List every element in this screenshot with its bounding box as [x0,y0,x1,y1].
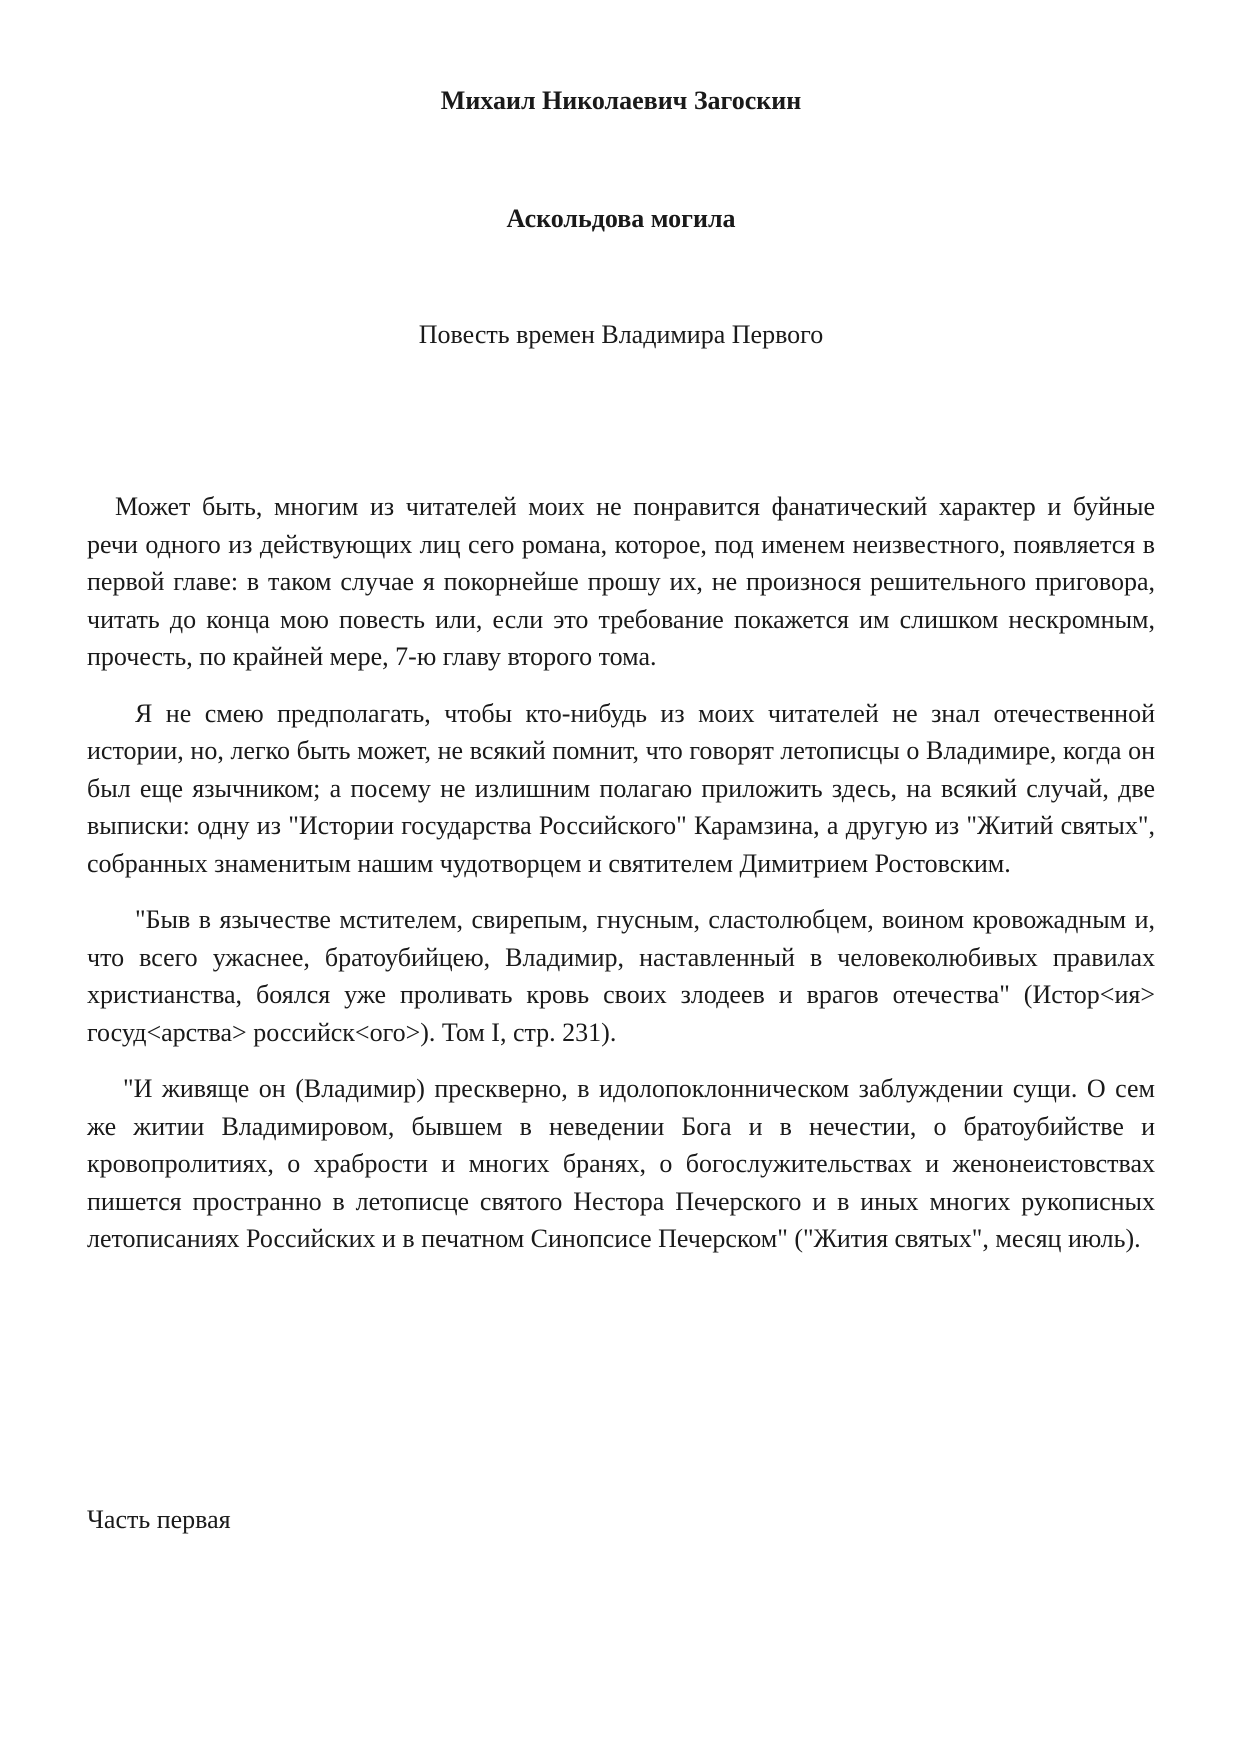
book-subtitle: Повесть времен Владимира Первого [418,320,824,349]
quote-lives-of-saints: "И живяще он (Владимир) прескверно, в идолопоклонническом заблуждении сущи. О сем же житии Владимировом, бывшем в неведении Бога и в нечестии, о братоубийстве и кровопролитиях, о храбрости и многих бранях, о богослужительствах и женонеистовствах пишется пространно в летописце святого Нестора Печерского и в иных многих рукописных летописаниях Российских и в печатном Синопсисе Печерском" ("Жития святых", месяц июль). [87,1074,1155,1253]
preface-paragraph: Я не смею предполагать, чтобы кто-нибудь из моих читателей не знал отечественной истории, но, легко быть может, не всякий помнит, что говорят летописцы о Владимире, когда он был еще язычником; а посему не излишним полагаю приложить здесь, на всякий случай, две выписки: одну из "Истории государства Российского" Карамзина, а другую из "Житий святых", собранных знаменитым нашим чудотворцем и святителем Димитрием Ростовским. [87,698,1155,878]
preface-paragraph: Может быть, многим из читателей моих не понравится фанатический характер и буйные речи одного из действующих лиц сего романа, которое, под именем неизвестного, появляется в первой главе: в таком случае я покорнейше прошу их, не произнося решительного приговора, читать до конца мою повесть или, если это требование покажется им слишком нескромным, прочесть, по крайней мере, 7-ю главу второго тома. [87,492,1155,671]
quote-karamzin: "Быв в язычестве мстителем, свирепым, гнусным, сластолюбцем, воином кровожадным и, что всего ужаснее, братоубийцею, Владимир, наставленный в человеколюбивых правилах христианства, боялся уже проливать кровь своих злодеев и врагов отечества" (Истор<ия> госуд<арства> российск<ого>). Том I, стр. 231). [87,905,1155,1047]
preface-body [87,488,1155,1277]
part-heading: Часть первая [87,1505,231,1534]
author-name: Михаил Николаевич Загоскин [440,86,802,115]
book-title: Аскольдова могила [506,204,736,233]
